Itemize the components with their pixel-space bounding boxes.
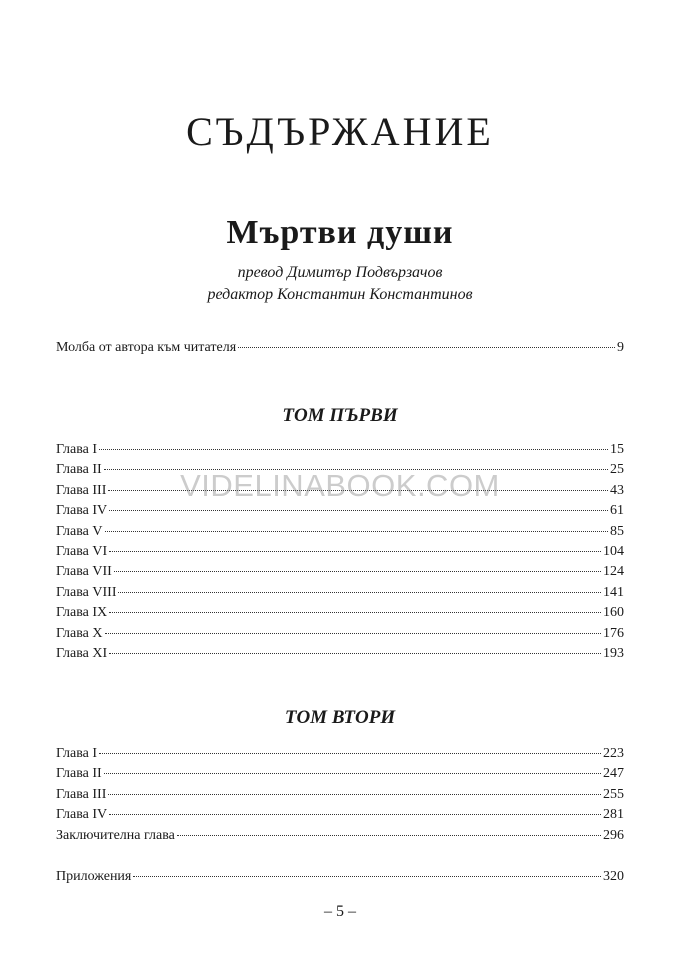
dot-leader (109, 510, 608, 511)
dot-leader (133, 876, 601, 877)
toc-entry-page: 255 (603, 786, 624, 802)
toc-entry-page: 43 (610, 482, 624, 498)
toc-entry-label: Приложения (56, 869, 132, 884)
toc-appendix (56, 869, 624, 889)
toc-entry-page: 176 (603, 625, 624, 641)
dot-leader (105, 633, 602, 634)
watermark: VIDELINABOOK.COM (180, 468, 500, 503)
toc-entry-label: Глава X (56, 625, 103, 641)
toc-entry (56, 807, 624, 827)
book-title: Мъртви души (226, 214, 454, 251)
toc-entry-label: Глава I (56, 746, 98, 761)
toc-entry-label: Глава II (56, 766, 102, 782)
toc-entry-label: Глава XI (56, 645, 108, 661)
toc-entry-page: 15 (610, 442, 624, 457)
translator-credit: превод Димитър Подвързачов (237, 264, 443, 281)
toc-volume-one (56, 442, 624, 666)
toc-entry (56, 646, 624, 666)
dot-leader (104, 469, 608, 470)
volume-one-title: ТОМ ПЪРВИ (282, 405, 398, 426)
toc-entry (56, 869, 624, 889)
toc-entry-page: 104 (603, 543, 624, 559)
dot-leader (99, 753, 601, 754)
dot-leader (109, 551, 601, 552)
toc-entry-page: 247 (603, 766, 624, 782)
toc-entry-label: Глава I (56, 442, 98, 457)
toc-entry-label: Глава VII (56, 564, 112, 580)
dot-leader (177, 835, 601, 836)
toc-entry (56, 483, 624, 503)
dot-leader (104, 773, 601, 774)
volume-two-title: ТОМ ВТОРИ (284, 707, 396, 728)
dot-leader (238, 347, 615, 348)
page-number: – 5 – (324, 903, 356, 920)
dot-leader (118, 592, 601, 593)
toc-entry-page: 124 (603, 564, 624, 580)
toc-entry (56, 503, 624, 523)
credits (0, 262, 680, 306)
toc-entry (56, 787, 624, 807)
dot-leader (108, 794, 601, 795)
toc-volume-two (56, 746, 624, 848)
toc-entry-label: Глава IV (56, 503, 108, 519)
toc-entry (56, 564, 624, 584)
toc-entry-label: Глава V (56, 523, 103, 539)
toc-entry-label: Глава IX (56, 605, 108, 621)
toc-entry (56, 462, 624, 482)
toc-entry-label: Глава III (56, 786, 107, 802)
toc-entry-page: 141 (603, 584, 624, 600)
toc-entry-label: Глава VIII (56, 584, 117, 600)
toc-entry (56, 442, 624, 462)
toc-entry-page: 9 (617, 340, 624, 355)
toc-entry-label: Глава III (56, 482, 107, 498)
toc-entry (56, 746, 624, 766)
toc-entry-page: 160 (603, 605, 624, 621)
toc-entry-page: 25 (610, 462, 624, 478)
toc-entry-page: 223 (603, 746, 624, 761)
dot-leader (109, 612, 601, 613)
toc-entry-label: Глава II (56, 462, 102, 478)
dot-leader (105, 531, 609, 532)
toc-entry-label: Молба от автора към читателя (56, 340, 237, 355)
dot-leader (114, 571, 601, 572)
toc-entry-page: 281 (603, 807, 624, 823)
toc-entry-label: Глава VI (56, 543, 108, 559)
toc-entry (56, 605, 624, 625)
toc-entry-label: Заключителна глава (56, 827, 175, 843)
toc-entry-label: Глава IV (56, 807, 108, 823)
toc-entry-page: 85 (610, 523, 624, 539)
dot-leader (108, 490, 608, 491)
toc-entry-page: 296 (603, 827, 624, 843)
toc-entry (56, 340, 624, 360)
toc-entry (56, 766, 624, 786)
toc-entry-page: 61 (610, 503, 624, 519)
toc-entry (56, 585, 624, 605)
toc-entry (56, 524, 624, 544)
toc-entry (56, 544, 624, 564)
toc-entry (56, 626, 624, 646)
toc-entry-page: 193 (603, 645, 624, 661)
dot-leader (109, 814, 601, 815)
toc-entry (56, 828, 624, 848)
dot-leader (109, 653, 601, 654)
dot-leader (99, 449, 608, 450)
toc-intro (56, 340, 624, 360)
toc-entry-page: 320 (603, 869, 624, 884)
editor-credit: редактор Константин Константинов (207, 286, 473, 303)
page-title: СЪДЪРЖАНИЕ (186, 109, 494, 154)
